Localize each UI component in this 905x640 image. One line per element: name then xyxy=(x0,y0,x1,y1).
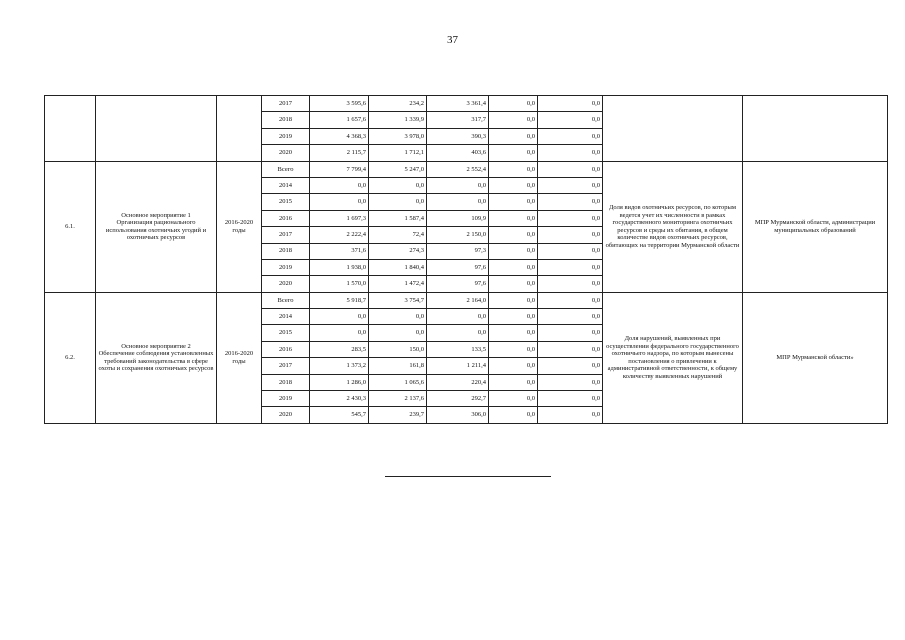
value-2-cell: 1 211,4 xyxy=(427,358,489,374)
total-cell: 1 938,0 xyxy=(310,259,369,275)
value-4-cell: 0,0 xyxy=(538,227,603,243)
value-2-cell: 133,5 xyxy=(427,341,489,357)
value-3-cell: 0,0 xyxy=(489,243,538,259)
year-cell: 2016 xyxy=(262,341,310,357)
value-3-cell: 0,0 xyxy=(489,112,538,128)
year-cell: 2019 xyxy=(262,128,310,144)
total-cell: 0,0 xyxy=(310,177,369,193)
executor-cell xyxy=(743,96,888,162)
value-1-cell: 150,0 xyxy=(369,341,427,357)
value-1-cell: 1 065,6 xyxy=(369,374,427,390)
value-1-cell: 239,7 xyxy=(369,407,427,423)
measure-name-cell: Основное мероприятие 1 Организация рационального использования охотничьих угодий и охотничьих ресурсов xyxy=(96,161,217,292)
total-cell: 0,0 xyxy=(310,325,369,341)
value-3-cell: 0,0 xyxy=(489,194,538,210)
value-3-cell: 0,0 xyxy=(489,145,538,161)
year-cell: 2014 xyxy=(262,177,310,193)
period-cell: 2016-2020 годы xyxy=(217,292,262,423)
value-2-cell: 2 150,0 xyxy=(427,227,489,243)
value-2-cell: 97,6 xyxy=(427,276,489,292)
value-3-cell: 0,0 xyxy=(489,341,538,357)
measure-name-cell: Основное мероприятие 2 Обеспечение соблюдения установленных требований законодательства в сфере охоты и сохранения охотничьих ресурсов xyxy=(96,292,217,423)
indicator-cell: Доля нарушений, выявленных при осуществлении федерального государственного охотничьего надзора, по которым вынесены постановления о привлечении к административной ответственности, к общему количеству выявленных нарушений xyxy=(603,292,743,423)
total-cell: 0,0 xyxy=(310,309,369,325)
value-4-cell: 0,0 xyxy=(538,374,603,390)
table-row xyxy=(45,292,888,308)
item-number-cell: 6.1. xyxy=(45,161,96,292)
value-1-cell: 0,0 xyxy=(369,325,427,341)
value-2-cell: 306,0 xyxy=(427,407,489,423)
value-4-cell: 0,0 xyxy=(538,145,603,161)
value-3-cell: 0,0 xyxy=(489,177,538,193)
indicator-cell: Доля видов охотничьих ресурсов, по которым ведется учет их численности в рамках государственного мониторинга охотничьих ресурсов и среды их обитания, в общем количестве видов охотничьих ресурсов, обитающих на территории Мурманской области xyxy=(603,161,743,292)
value-2-cell: 0,0 xyxy=(427,309,489,325)
measure-name-cell xyxy=(96,96,217,162)
total-cell: 7 799,4 xyxy=(310,161,369,177)
year-cell: Всего xyxy=(262,161,310,177)
value-3-cell: 0,0 xyxy=(489,407,538,423)
value-3-cell: 0,0 xyxy=(489,309,538,325)
value-3-cell: 0,0 xyxy=(489,292,538,308)
value-3-cell: 0,0 xyxy=(489,259,538,275)
year-cell: 2017 xyxy=(262,227,310,243)
total-cell: 1 286,0 xyxy=(310,374,369,390)
value-4-cell: 0,0 xyxy=(538,276,603,292)
value-1-cell: 5 247,0 xyxy=(369,161,427,177)
program-measures-table xyxy=(44,95,888,424)
value-4-cell: 0,0 xyxy=(538,243,603,259)
value-3-cell: 0,0 xyxy=(489,227,538,243)
item-number-cell: 6.2. xyxy=(45,292,96,423)
value-4-cell: 0,0 xyxy=(538,391,603,407)
value-4-cell: 0,0 xyxy=(538,259,603,275)
value-1-cell: 0,0 xyxy=(369,194,427,210)
value-4-cell: 0,0 xyxy=(538,194,603,210)
total-cell: 2 430,3 xyxy=(310,391,369,407)
footer-rule xyxy=(385,476,551,477)
value-1-cell: 1 339,9 xyxy=(369,112,427,128)
value-2-cell: 2 552,4 xyxy=(427,161,489,177)
total-cell: 1 697,3 xyxy=(310,210,369,226)
indicator-cell xyxy=(603,96,743,162)
value-2-cell: 109,9 xyxy=(427,210,489,226)
value-4-cell: 0,0 xyxy=(538,325,603,341)
table-body xyxy=(45,96,888,424)
value-2-cell: 317,7 xyxy=(427,112,489,128)
year-cell: 2014 xyxy=(262,309,310,325)
total-cell: 1 570,0 xyxy=(310,276,369,292)
year-cell: 2016 xyxy=(262,210,310,226)
year-cell: 2017 xyxy=(262,358,310,374)
value-2-cell: 292,7 xyxy=(427,391,489,407)
value-3-cell: 0,0 xyxy=(489,161,538,177)
value-3-cell: 0,0 xyxy=(489,325,538,341)
value-3-cell: 0,0 xyxy=(489,128,538,144)
value-3-cell: 0,0 xyxy=(489,358,538,374)
value-1-cell: 1 472,4 xyxy=(369,276,427,292)
value-2-cell: 2 164,0 xyxy=(427,292,489,308)
total-cell: 5 918,7 xyxy=(310,292,369,308)
value-4-cell: 0,0 xyxy=(538,210,603,226)
total-cell: 371,6 xyxy=(310,243,369,259)
year-cell: 2017 xyxy=(262,96,310,112)
value-4-cell: 0,0 xyxy=(538,341,603,357)
year-cell: 2020 xyxy=(262,407,310,423)
total-cell: 283,5 xyxy=(310,341,369,357)
value-2-cell: 3 361,4 xyxy=(427,96,489,112)
value-1-cell: 1 840,4 xyxy=(369,259,427,275)
value-4-cell: 0,0 xyxy=(538,96,603,112)
year-cell: 2018 xyxy=(262,243,310,259)
value-3-cell: 0,0 xyxy=(489,391,538,407)
year-cell: 2015 xyxy=(262,194,310,210)
period-cell xyxy=(217,96,262,162)
value-1-cell: 1 587,4 xyxy=(369,210,427,226)
page-number: 37 xyxy=(447,34,458,46)
value-2-cell: 0,0 xyxy=(427,325,489,341)
value-1-cell: 72,4 xyxy=(369,227,427,243)
value-3-cell: 0,0 xyxy=(489,96,538,112)
total-cell: 2 222,4 xyxy=(310,227,369,243)
value-1-cell: 3 978,0 xyxy=(369,128,427,144)
year-cell: Всего xyxy=(262,292,310,308)
total-cell: 1 657,6 xyxy=(310,112,369,128)
value-1-cell: 234,2 xyxy=(369,96,427,112)
item-number-cell xyxy=(45,96,96,162)
value-2-cell: 220,4 xyxy=(427,374,489,390)
value-2-cell: 0,0 xyxy=(427,194,489,210)
value-4-cell: 0,0 xyxy=(538,309,603,325)
value-2-cell: 390,3 xyxy=(427,128,489,144)
year-cell: 2020 xyxy=(262,145,310,161)
value-4-cell: 0,0 xyxy=(538,407,603,423)
value-2-cell: 97,3 xyxy=(427,243,489,259)
value-3-cell: 0,0 xyxy=(489,210,538,226)
year-cell: 2019 xyxy=(262,259,310,275)
total-cell: 2 115,7 xyxy=(310,145,369,161)
value-1-cell: 2 137,6 xyxy=(369,391,427,407)
year-cell: 2019 xyxy=(262,391,310,407)
total-cell: 0,0 xyxy=(310,194,369,210)
value-4-cell: 0,0 xyxy=(538,292,603,308)
value-3-cell: 0,0 xyxy=(489,374,538,390)
value-1-cell: 0,0 xyxy=(369,309,427,325)
total-cell: 1 373,2 xyxy=(310,358,369,374)
table-row xyxy=(45,161,888,177)
value-1-cell: 274,3 xyxy=(369,243,427,259)
year-cell: 2018 xyxy=(262,374,310,390)
year-cell: 2018 xyxy=(262,112,310,128)
value-4-cell: 0,0 xyxy=(538,112,603,128)
executor-cell: МПР Мурманской области» xyxy=(743,292,888,423)
executor-cell: МПР Мурманской области, администрации муниципальных образований xyxy=(743,161,888,292)
total-cell: 3 595,6 xyxy=(310,96,369,112)
value-3-cell: 0,0 xyxy=(489,276,538,292)
table-row xyxy=(45,96,888,112)
total-cell: 545,7 xyxy=(310,407,369,423)
value-1-cell: 0,0 xyxy=(369,177,427,193)
value-2-cell: 0,0 xyxy=(427,177,489,193)
year-cell: 2015 xyxy=(262,325,310,341)
value-4-cell: 0,0 xyxy=(538,128,603,144)
value-2-cell: 97,6 xyxy=(427,259,489,275)
value-1-cell: 161,8 xyxy=(369,358,427,374)
value-1-cell: 1 712,1 xyxy=(369,145,427,161)
value-1-cell: 3 754,7 xyxy=(369,292,427,308)
total-cell: 4 368,3 xyxy=(310,128,369,144)
value-4-cell: 0,0 xyxy=(538,358,603,374)
value-4-cell: 0,0 xyxy=(538,177,603,193)
year-cell: 2020 xyxy=(262,276,310,292)
period-cell: 2016-2020 годы xyxy=(217,161,262,292)
value-4-cell: 0,0 xyxy=(538,161,603,177)
value-2-cell: 403,6 xyxy=(427,145,489,161)
